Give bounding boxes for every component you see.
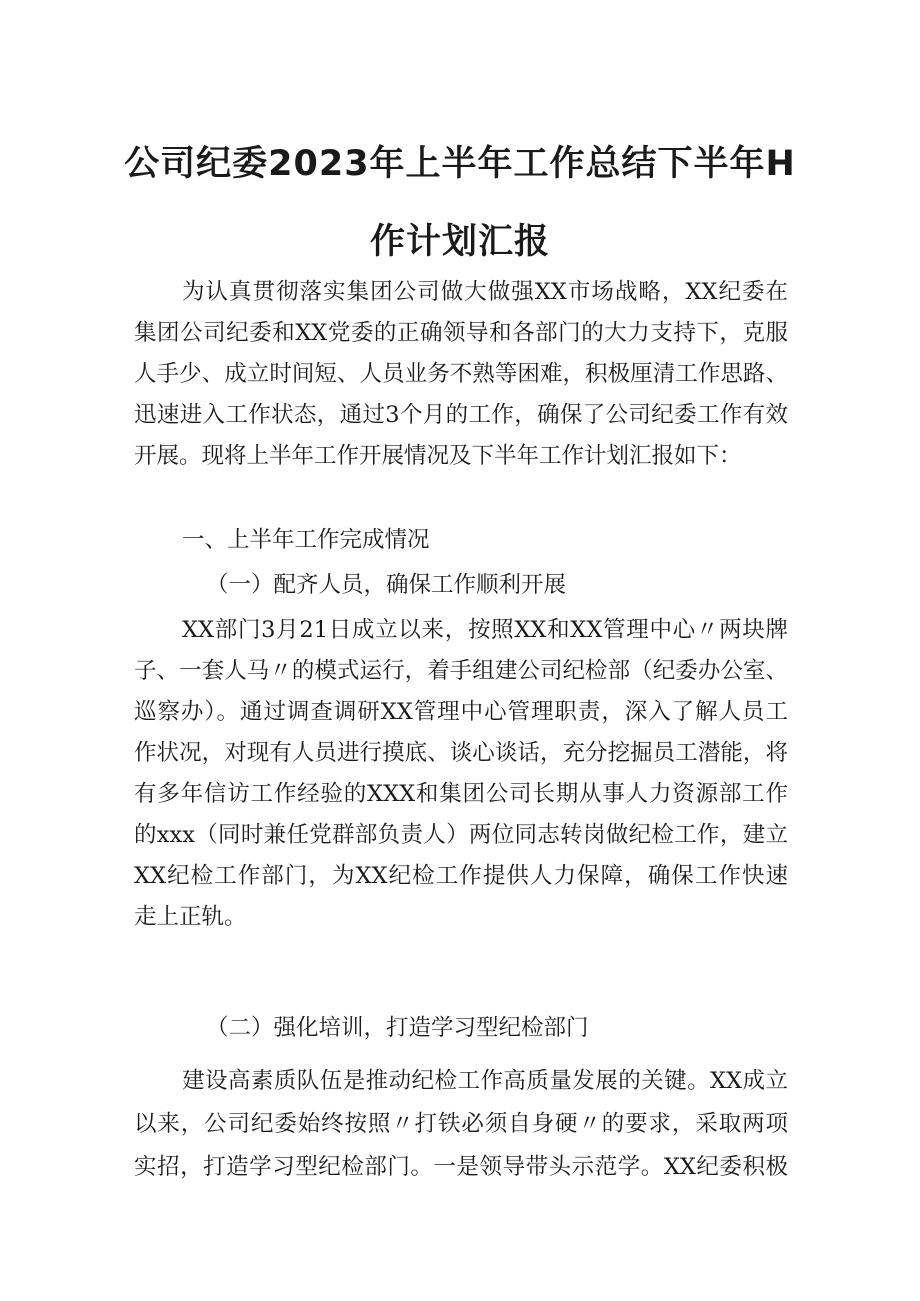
paragraph-line: 子、一套人马〃的模式运行，着手组建公司纪检部（纪委办公室、	[134, 658, 788, 684]
paragraph-line: 建设高素质队伍是推动纪检工作高质量发展的关键。XX成立	[182, 1068, 788, 1094]
document-title-line-1: 公司纪委2023年上半年工作总结下半年H	[124, 144, 796, 184]
paragraph-line: 实招，打造学习型纪检部门。一是领导带头示范学。XX纪委积极	[134, 1154, 788, 1180]
document-title-line-2: 作计划汇报	[369, 222, 550, 262]
intro-paragraph	[134, 272, 788, 477]
paragraph-line: 有多年信访工作经验的XXX和集团公司长期从事人力资源部工作	[134, 781, 788, 807]
subsection-2-paragraph	[134, 1060, 788, 1189]
subsection-heading-1: （一）配齐人员，确保工作顺利开展	[206, 572, 567, 598]
section-heading-1: 一、上半年工作完成情况	[182, 527, 430, 553]
intro-line: 集团公司纪委和XX党委的正确领导和各部门的大力支持下，克服	[134, 320, 788, 346]
intro-line: 迅速进入工作状态，通过3个月的工作，确保了公司纪委工作有效	[134, 402, 788, 428]
paragraph-line: XX部门3月21日成立以来，按照XX和XX管理中心〃两块牌	[182, 617, 788, 643]
subsection-heading-2: （二）强化培训，打造学习型纪检部门	[206, 1015, 589, 1041]
subsection-1-paragraph	[134, 610, 788, 938]
paragraph-line: 作状况，对现有人员进行摸底、谈心谈话，充分挖掘员工潜能，将	[134, 740, 788, 766]
intro-line: 开展。现将上半年工作开展情况及下半年工作计划汇报如下：	[134, 443, 742, 469]
paragraph-line: 巡察办）。通过调查调研XX管理中心管理职责，深入了解人员工	[134, 699, 788, 725]
intro-line: 为认真贯彻落实集团公司做大做强XX市场战略，XX纪委在	[182, 279, 788, 305]
intro-line: 人手少、成立时间短、人员业务不熟等困难，积极厘清工作思路、	[134, 361, 788, 387]
paragraph-line: 以来，公司纪委始终按照〃打铁必须自身硬〃的要求，采取两项	[134, 1111, 788, 1137]
paragraph-line: 走上正轨。	[134, 904, 247, 930]
paragraph-line: 的xxx（同时兼任党群部负责人）两位同志转岗做纪检工作，建立	[134, 822, 788, 848]
paragraph-line: XX纪检工作部门，为XX纪检工作提供人力保障，确保工作快速	[134, 863, 788, 889]
